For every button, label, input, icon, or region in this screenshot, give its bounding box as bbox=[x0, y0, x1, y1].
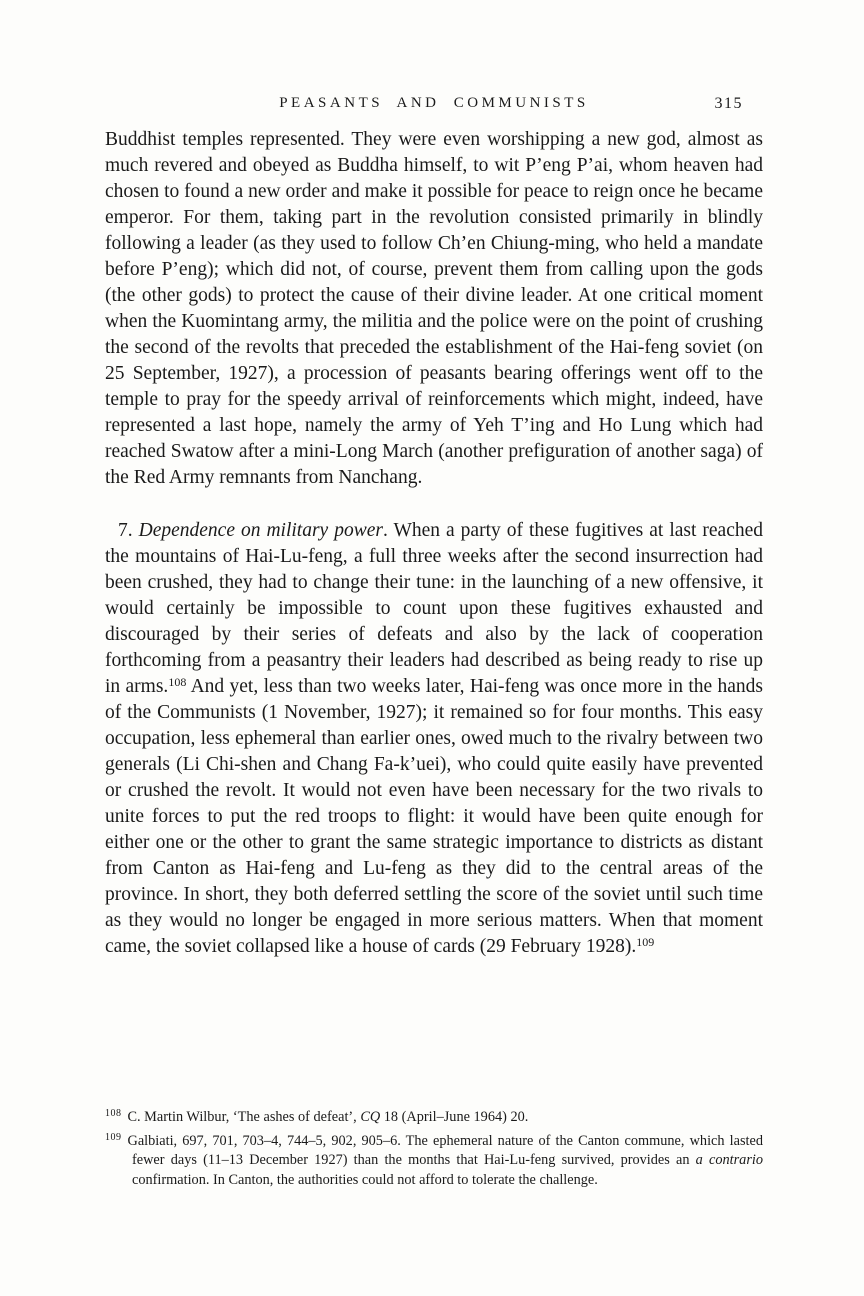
footnote-108 bbox=[105, 1104, 763, 1128]
running-title: PEASANTS AND COMMUNISTS bbox=[279, 95, 589, 111]
footnote-text: C. Martin Wilbur, ‘The ashes of defeat’, CQ 18 (April–June 1964) 20. bbox=[127, 1109, 529, 1125]
footnote-ref: 109 bbox=[636, 935, 655, 949]
body-paragraph-1: Buddhist temples represented. They were even worshipping a new god, almost as much revered and obeyed as Buddha himself, to wit P’eng P’ai, whom heaven had chosen to found a new order and make it possible for peace to reign once he became emperor. For them, taking part in the revolution consisted primarily in blindly following a leader (as they used to follow Ch’en Chiung-ming, who held a mandate before P’eng); which did not, of course, prevent them from calling upon the gods (the other gods) to protect the cause of their divine leader. At one critical moment when the Kuomintang army, the militia and the police were on the point of crushing the second of the revolts that preceded the establishment of the Hai-feng soviet (on 25 September, 1927), a procession of peasants bearing offerings went off to the temple to pray for the speedy arrival of reinforcements which might, indeed, have represented a last hope, namely the army of Yeh T’ing and Ho Lung which had reached Swatow after a mini-Long March (another prefiguration of another saga) of the Red Army remnants from Nanchang. bbox=[105, 129, 763, 488]
body-paragraph-2: 7. Dependence on military power. When a party of these fugitives at last reached the mountains of Hai-Lu-feng, a full three weeks after the second insurrection had been crushed, they had to change their tune: in the launching of a new offensive, it would certainly be impossible to count upon these fugitives exhausted and discouraged by their series of defeats and also by the lack of cooperation forthcoming from a peasantry their leaders had described as being ready to rise up in arms.$^{108}$ And yet, less than two weeks later, Hai-feng was once more in the hands of the Communists (1 November, 1927); it remained so for four months. This easy occupation, less ephemeral than earlier ones, owed much to the rivalry between two generals (Li Chi-shen and Chang Fa-k’uei), who could quite easily have prevented or crushed the revolt. It would not even have been necessary for the two rivals to unite forces to put the red troops to flight: it would have been quite enough for either one or the other to grant the same strategic importance to districts as distant from Canton as Hai-feng and Lu-feng as they did to the central areas of the province. In short, they both deferred settling the score of the soviet until such time as they would no longer be engaged in more serious matters. When that moment came, the soviet collapsed like a house of cards (29 February 1928).$^{109}$ bbox=[105, 520, 764, 957]
page-number: 315 bbox=[714, 95, 743, 112]
footnote-ref: 108 bbox=[168, 675, 187, 689]
footnote-number: 108 bbox=[105, 1108, 122, 1119]
footnote-text: Galbiati, 697, 701, 703–4, 744–5, 902, 905–6. The ephemeral nature of the Canton commune, which lasted fewer days (11–13 December 1927) than the months that Hai-Lu-feng survived, provides an a contrario confirmation. In Canton, the authorities could not afford to tolerate the challenge. bbox=[127, 1132, 764, 1188]
footnote-number: 109 bbox=[105, 1131, 122, 1143]
footnote-109 bbox=[105, 1128, 763, 1191]
page-header bbox=[105, 95, 763, 117]
footnotes-section bbox=[105, 1104, 763, 1190]
body-text bbox=[105, 127, 763, 960]
